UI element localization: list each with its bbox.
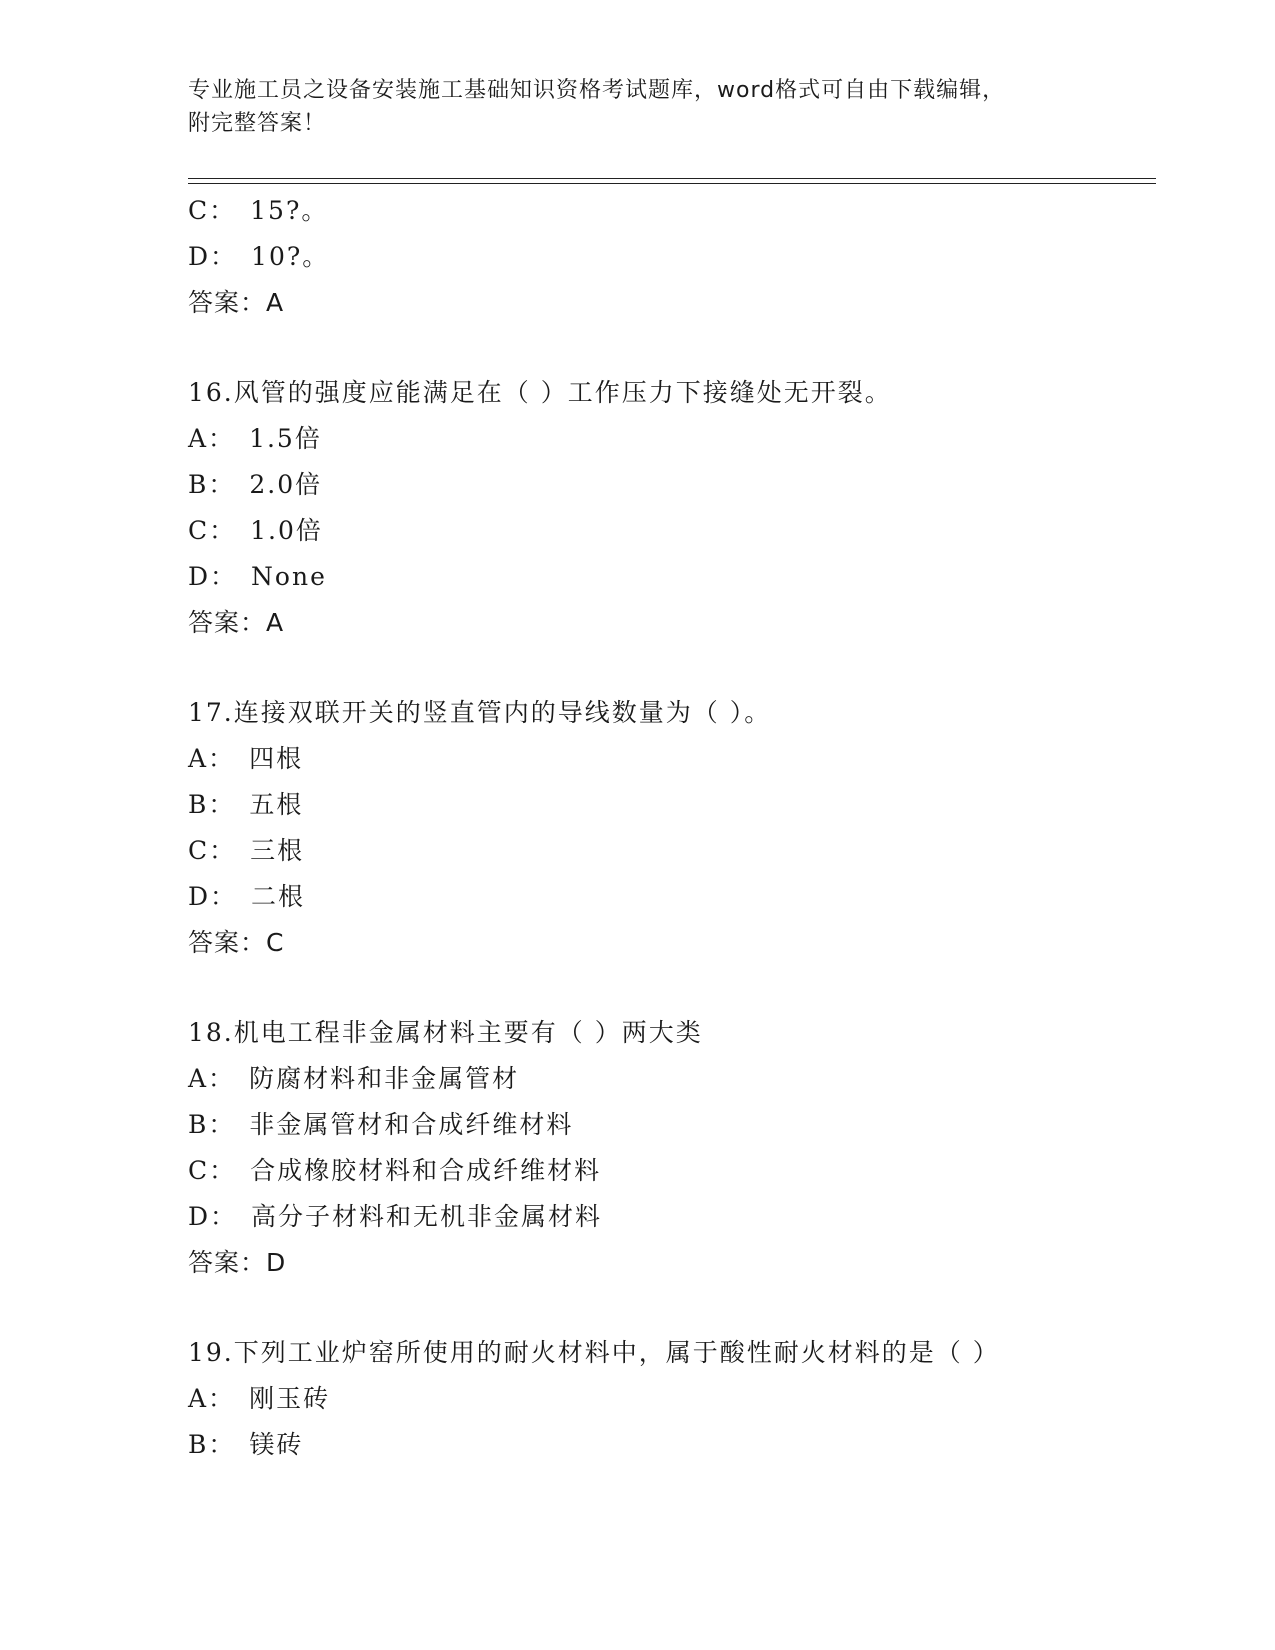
- question-block-16: [188, 370, 1148, 646]
- option-row: [188, 828, 1148, 874]
- header-divider-top: [188, 178, 1156, 179]
- option-letter: B：: [188, 790, 236, 819]
- option-text: 五根: [249, 790, 304, 819]
- option-letter: B：: [188, 470, 236, 499]
- option-text: 二根: [251, 882, 306, 911]
- option-text: 2.0倍: [249, 470, 323, 499]
- option-letter: C：: [188, 836, 237, 865]
- option-letter: D：: [188, 562, 238, 591]
- header-divider-bottom: [188, 183, 1156, 184]
- question-block-17: [188, 690, 1148, 966]
- option-row: [188, 508, 1148, 554]
- option-text: 1.0倍: [250, 516, 323, 545]
- answer-line: 答案：A: [188, 288, 285, 317]
- answer-line: 答案：A: [188, 608, 285, 637]
- option-letter: B：: [188, 1110, 236, 1139]
- option-row: [188, 416, 1148, 462]
- option-letter: D：: [188, 242, 238, 271]
- question-stem: 17.连接双联开关的竖直管内的导线数量为（ ）。: [188, 698, 772, 727]
- option-text: 刚玉砖: [249, 1384, 331, 1413]
- option-letter: B：: [188, 1430, 236, 1459]
- option-text: 高分子材料和无机非金属材料: [251, 1202, 603, 1231]
- spacer: [188, 1286, 1148, 1330]
- option-row: [188, 1102, 1148, 1148]
- option-row: [188, 462, 1148, 508]
- option-text: 三根: [250, 836, 305, 865]
- option-row: [188, 188, 1148, 234]
- option-letter: D：: [188, 1202, 238, 1231]
- option-row: [188, 1194, 1148, 1240]
- answer-line: 答案：D: [188, 1248, 287, 1277]
- option-row: [188, 782, 1148, 828]
- header-line-1: 专业施工员之设备安装施工基础知识资格考试题库，word格式可自由下载编辑，: [188, 78, 1006, 103]
- spacer: [188, 966, 1148, 1010]
- option-text: 15?。: [250, 196, 329, 225]
- carryover-block: [188, 188, 1148, 326]
- spacer: [188, 646, 1148, 690]
- question-stem: 19.下列工业炉窑所使用的耐火材料中，属于酸性耐火材料的是（ ）: [188, 1338, 1000, 1367]
- option-letter: A：: [188, 1064, 236, 1093]
- option-row: [188, 1422, 1148, 1468]
- answer-line: 答案：C: [188, 928, 285, 957]
- option-text: 10?。: [251, 242, 330, 271]
- option-text: 四根: [249, 744, 304, 773]
- question-stem: 16.风管的强度应能满足在（ ）工作压力下接缝处无开裂。: [188, 378, 892, 407]
- option-row: [188, 874, 1148, 920]
- option-row: [188, 736, 1148, 782]
- question-list: [188, 188, 1148, 1468]
- option-letter: A：: [188, 744, 236, 773]
- option-row: [188, 1376, 1148, 1422]
- option-letter: D：: [188, 882, 238, 911]
- question-stem: 18.机电工程非金属材料主要有（ ）两大类: [188, 1018, 703, 1047]
- option-row: [188, 1056, 1148, 1102]
- option-text: 防腐材料和非金属管材: [249, 1064, 520, 1093]
- option-text: None: [251, 562, 327, 591]
- option-letter: A：: [188, 1384, 236, 1413]
- option-text: 镁砖: [249, 1430, 304, 1459]
- option-letter: C：: [188, 516, 237, 545]
- option-letter: C：: [188, 196, 237, 225]
- option-letter: C：: [188, 1156, 237, 1185]
- option-row: [188, 554, 1148, 600]
- question-block-19: [188, 1330, 1148, 1468]
- spacer: [188, 326, 1148, 370]
- document-header: [188, 74, 1088, 140]
- question-block-18: [188, 1010, 1148, 1286]
- option-row: [188, 1148, 1148, 1194]
- option-text: 1.5倍: [249, 424, 322, 453]
- option-text: 非金属管材和合成纤维材料: [249, 1110, 574, 1139]
- header-line-2: 附完整答案！: [188, 111, 327, 136]
- option-letter: A：: [188, 424, 236, 453]
- option-text: 合成橡胶材料和合成纤维材料: [250, 1156, 602, 1185]
- option-row: [188, 234, 1148, 280]
